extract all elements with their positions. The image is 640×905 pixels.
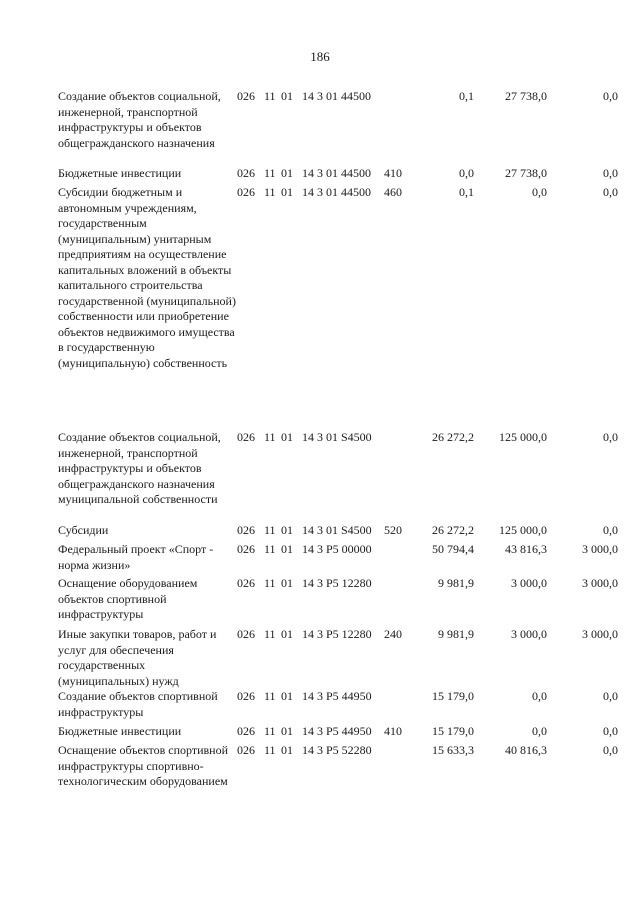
row-name: Иные закупки товаров, работ и услуг для обеспечения государственных (муниципальных) нужд (58, 627, 217, 688)
row-name: Федеральный проект «Спорт - норма жизни» (58, 542, 214, 572)
cell-amount-2: 0,0 (532, 724, 547, 738)
row-name: Бюджетные инвестиции (58, 166, 182, 180)
cell-section: 11 (264, 689, 276, 703)
row-name: Оснащение объектов спортивной инфраструктуры спортивно-технологическим оборудованием (58, 743, 229, 788)
row-name: Бюджетные инвестиции (58, 724, 182, 738)
cell-amount-1: 9 981,9 (438, 627, 474, 641)
cell-amount-3: 0,0 (603, 185, 618, 199)
cell-subsection: 01 (281, 689, 293, 703)
cell-amount-1: 0,0 (459, 166, 474, 180)
cell-admin-code: 026 (237, 430, 255, 444)
cell-amount-3: 0,0 (603, 523, 618, 537)
cell-expense-type: 240 (384, 627, 402, 641)
cell-section: 11 (264, 523, 276, 537)
cell-target-article: 14 3 P5 44950 (302, 724, 372, 738)
cell-subsection: 01 (281, 89, 293, 103)
cell-amount-1: 26 272,2 (432, 523, 474, 537)
row-name: Создание объектов спортивной инфраструктуры (58, 689, 218, 719)
cell-section: 11 (264, 166, 276, 180)
cell-subsection: 01 (281, 576, 293, 590)
cell-subsection: 01 (281, 523, 293, 537)
cell-admin-code: 026 (237, 542, 255, 556)
cell-amount-3: 3 000,0 (582, 542, 618, 556)
cell-amount-1: 26 272,2 (432, 430, 474, 444)
cell-amount-3: 0,0 (603, 743, 618, 757)
cell-amount-1: 15 633,3 (432, 743, 474, 757)
cell-amount-1: 50 794,4 (432, 542, 474, 556)
cell-amount-2: 3 000,0 (511, 627, 547, 641)
cell-section: 11 (264, 542, 276, 556)
cell-target-article: 14 3 01 S4500 (302, 430, 372, 444)
cell-section: 11 (264, 743, 276, 757)
cell-target-article: 14 3 01 44500 (302, 185, 371, 199)
cell-target-article: 14 3 01 S4500 (302, 523, 372, 537)
row-name: Создание объектов социальной, инженерной, транспортной инфраструктуры и объектов общегражданского назначения (58, 89, 221, 150)
cell-target-article: 14 3 P5 12280 (302, 627, 372, 641)
cell-amount-2: 0,0 (532, 689, 547, 703)
cell-admin-code: 026 (237, 724, 255, 738)
cell-target-article: 14 3 P5 44950 (302, 689, 372, 703)
cell-amount-2: 125 000,0 (499, 430, 547, 444)
cell-target-article: 14 3 01 44500 (302, 166, 371, 180)
cell-target-article: 14 3 P5 12280 (302, 576, 372, 590)
cell-amount-3: 0,0 (603, 430, 618, 444)
cell-amount-1: 9 981,9 (438, 576, 474, 590)
cell-target-article: 14 3 01 44500 (302, 89, 371, 103)
row-name: Субсидии бюджетным и автономным учреждениям, государственным (муниципальным) унитарным предприятиям на осуществление капитальных вложений в объекты капитального строительства государственной (муниципальной) собственности или приобретение объектов недвижимого имущества в государственную (муниципальную) собственность (58, 185, 236, 370)
cell-admin-code: 026 (237, 576, 255, 590)
cell-amount-2: 3 000,0 (511, 576, 547, 590)
cell-admin-code: 026 (237, 689, 255, 703)
cell-admin-code: 026 (237, 89, 255, 103)
cell-amount-3: 0,0 (603, 89, 618, 103)
cell-section: 11 (264, 89, 276, 103)
cell-amount-2: 40 816,3 (505, 743, 547, 757)
cell-amount-1: 0,1 (459, 185, 474, 199)
cell-subsection: 01 (281, 743, 293, 757)
cell-section: 11 (264, 430, 276, 444)
row-name: Создание объектов социальной, инженерной, транспортной инфраструктуры и объектов общегражданского назначения муниципальной собственности (58, 430, 221, 506)
cell-expense-type: 520 (384, 523, 402, 537)
cell-admin-code: 026 (237, 743, 255, 757)
cell-target-article: 14 3 P5 52280 (302, 743, 372, 757)
cell-amount-1: 15 179,0 (432, 724, 474, 738)
cell-amount-3: 3 000,0 (582, 576, 618, 590)
cell-amount-2: 43 816,3 (505, 542, 547, 556)
cell-amount-1: 15 179,0 (432, 689, 474, 703)
cell-amount-3: 0,0 (603, 689, 618, 703)
cell-admin-code: 026 (237, 185, 255, 199)
cell-amount-2: 27 738,0 (505, 89, 547, 103)
page-number: 186 (310, 49, 330, 64)
cell-admin-code: 026 (237, 523, 255, 537)
cell-amount-2: 27 738,0 (505, 166, 547, 180)
cell-subsection: 01 (281, 185, 293, 199)
cell-amount-3: 3 000,0 (582, 627, 618, 641)
cell-amount-3: 0,0 (603, 724, 618, 738)
cell-expense-type: 410 (384, 166, 402, 180)
cell-section: 11 (264, 627, 276, 641)
cell-subsection: 01 (281, 542, 293, 556)
cell-section: 11 (264, 724, 276, 738)
cell-expense-type: 410 (384, 724, 402, 738)
cell-subsection: 01 (281, 724, 293, 738)
row-name: Оснащение оборудованием объектов спортивной инфраструктуры (58, 576, 198, 621)
cell-amount-1: 0,1 (459, 89, 474, 103)
cell-subsection: 01 (281, 430, 293, 444)
cell-expense-type: 460 (384, 185, 402, 199)
cell-subsection: 01 (281, 627, 293, 641)
cell-admin-code: 026 (237, 166, 255, 180)
row-name: Субсидии (58, 523, 109, 537)
cell-section: 11 (264, 185, 276, 199)
cell-amount-2: 125 000,0 (499, 523, 547, 537)
cell-amount-3: 0,0 (603, 166, 618, 180)
cell-section: 11 (264, 576, 276, 590)
cell-subsection: 01 (281, 166, 293, 180)
cell-amount-2: 0,0 (532, 185, 547, 199)
cell-admin-code: 026 (237, 627, 255, 641)
cell-target-article: 14 3 P5 00000 (302, 542, 372, 556)
